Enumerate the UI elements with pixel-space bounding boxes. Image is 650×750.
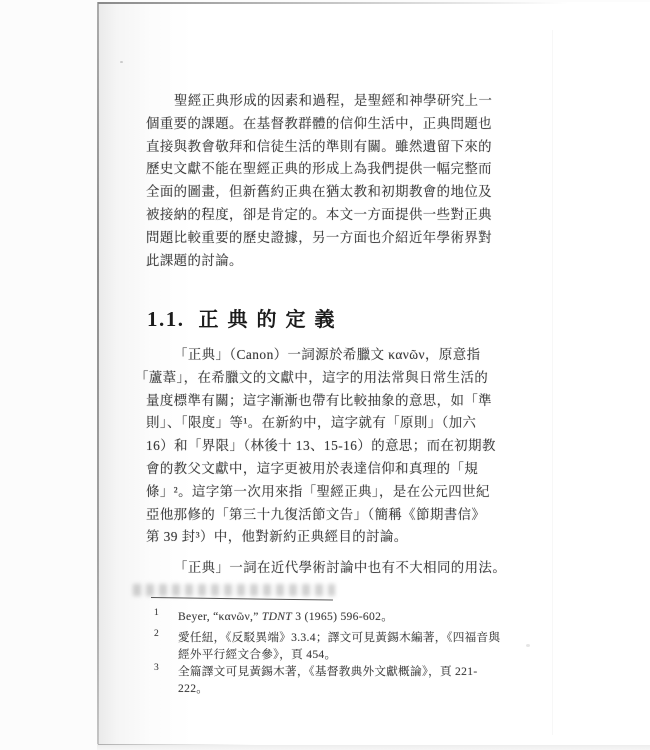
scan-speck bbox=[120, 61, 123, 63]
text-line: 第 39 封³）中，他對新約正典經目的討論。 bbox=[146, 529, 408, 545]
section-heading bbox=[147, 303, 344, 332]
footnote-number: 1 bbox=[154, 608, 159, 618]
footnote-line: 經外平行經文合參》，頁 454。 bbox=[178, 647, 337, 661]
page-right-edge bbox=[552, 30, 553, 735]
body-paragraph-2 bbox=[135, 344, 496, 549]
page-top-edge bbox=[98, 2, 568, 4]
text-line: 直接與教會敬拜和信徒生活的準則有關。雖然遺留下來的 bbox=[146, 138, 493, 154]
text-line: 聖經正典形成的因素和過程，是聖經和神學研究上一 bbox=[174, 93, 493, 108]
footnote-text bbox=[178, 609, 393, 626]
scan-speck bbox=[526, 644, 530, 647]
footnote-line: 222。 bbox=[178, 681, 209, 695]
body-paragraph-1 bbox=[146, 90, 493, 272]
section-number: 1.1. bbox=[147, 307, 185, 331]
page-bottom-shadow bbox=[97, 745, 650, 750]
footnote-citation: Beyer, “κανῶν,” bbox=[178, 610, 262, 623]
footnote-line: 愛任紐，《反駁異端》3.3.4；譯文可見黃錫木編著，《四福音與 bbox=[178, 631, 501, 644]
text-line: 「蘆葦」，在希臘文的文獻中，這字的用法常與日常生活的 bbox=[135, 369, 489, 385]
section-title: 正典的定義 bbox=[198, 309, 344, 331]
body-paragraph-3 bbox=[146, 557, 507, 580]
footnote-line: 全篇譯文可見黃錫木著，《基督教典外文獻概論》，頁 221- bbox=[178, 665, 478, 678]
text-line: 被接納的程度，卻是肯定的。本文一方面提供一些對正典 bbox=[146, 206, 493, 222]
text-line: 亞他那修的「第三十九復活節文告」（簡稱《節期書信》 bbox=[146, 506, 486, 522]
footnote-text bbox=[178, 630, 500, 664]
text-line: 會的教父文獻中，這字更被用於表達信仰和真理的「規 bbox=[146, 460, 479, 476]
footnote-citation-journal: TDNT bbox=[261, 610, 293, 623]
text-line: 則」、「限度」等¹。在新約中，這字就有「原則」（加六 bbox=[146, 415, 477, 431]
page-left-edge bbox=[97, 2, 99, 744]
footnote-text bbox=[178, 664, 478, 698]
text-line: 16）和「界限」（林後十 13、15-16）的意思；而在初期教 bbox=[146, 438, 496, 454]
text-line: 問題比較重要的歷史證據，另一方面也介紹近年學術界對 bbox=[146, 229, 493, 245]
text-line: 「正典」一詞在近代學術討論中也有不大相同的用法。 bbox=[174, 560, 507, 575]
text-line: 全面的圖畫，但新舊約正典在猶太教和初期教會的地位及 bbox=[146, 184, 493, 200]
text-line: 條」²。這字第一次用來指「聖經正典」，是在公元四世紀 bbox=[146, 483, 490, 499]
page-show-through-smudge bbox=[133, 584, 335, 596]
text-line: 量度標準有關；這字漸漸也帶有比較抽象的意思，如「準 bbox=[146, 392, 493, 408]
footnote-item bbox=[154, 630, 500, 664]
text-line: 個重要的課題。在基督教群體的信仰生活中，正典問題也 bbox=[146, 115, 493, 131]
footnote-item bbox=[154, 609, 393, 626]
text-line: 歷史文獻不能在聖經正典的形成上為我們提供一幅完整而 bbox=[146, 161, 493, 177]
footnote-number: 2 bbox=[154, 629, 159, 639]
footnote-number: 3 bbox=[154, 663, 159, 673]
footnote-citation: 3 (1965) 596-602。 bbox=[292, 610, 394, 623]
text-line: 「正典」（Canon）一詞源於希臘文 κανῶν，原意指 bbox=[174, 347, 481, 362]
text-line: 此課題的討論。 bbox=[146, 252, 243, 268]
footnote-item bbox=[154, 664, 478, 698]
